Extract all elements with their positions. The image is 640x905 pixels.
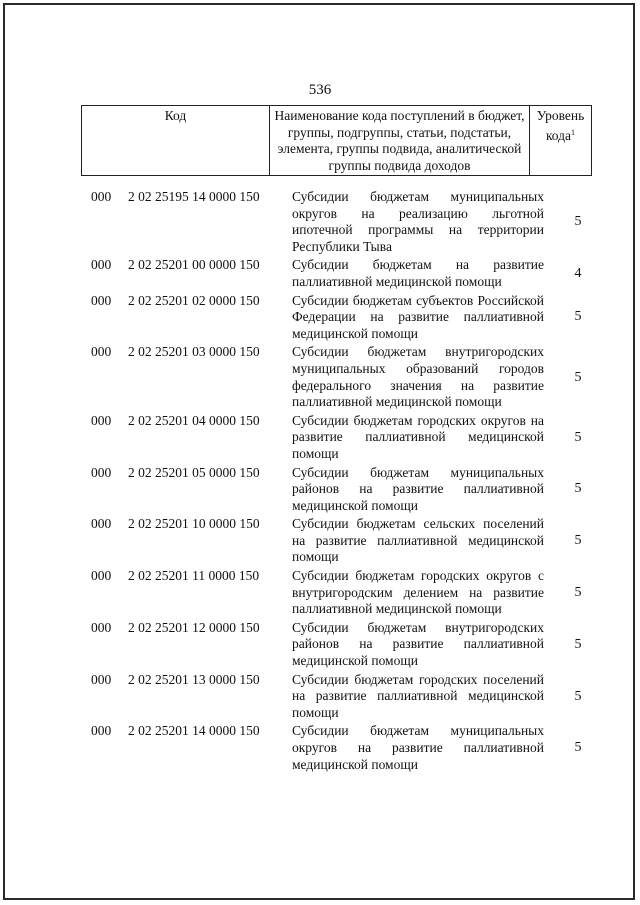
table-row	[0, 672, 640, 722]
revenue-name: Субсидии бюджетам внутригородских районов на развитие паллиативной медицинской помощи	[292, 619, 544, 669]
header-name: Наименование кода поступлений в бюджет, группы, подгруппы, статьи, подстатьи, элемента, группы подвида, аналитической группы подвида доходов	[270, 106, 530, 176]
table-header	[81, 105, 592, 176]
admin-code: 000	[91, 671, 112, 687]
code-level: 5	[574, 636, 582, 652]
revenue-name: Субсидии бюджетам внутригородских муниципальных образований городов федерального значения на развитие паллиативной медицинской помощи	[292, 344, 544, 410]
admin-code: 000	[91, 619, 112, 635]
code-level: 5	[574, 740, 582, 756]
code-level: 5	[574, 429, 582, 445]
admin-code: 000	[91, 189, 112, 204]
revenue-code: 2 02 25201 12 0000 150	[128, 619, 260, 635]
revenue-name: Субсидии бюджетам городских поселений на развитие паллиативной медицинской помощи	[292, 671, 544, 720]
code-level: 5	[574, 481, 582, 497]
revenue-name: Субсидии бюджетам муниципальных округов на реализацию льготной ипотечной программы на территории Республики Тыва	[292, 189, 544, 254]
admin-code: 000	[91, 412, 112, 428]
admin-code: 000	[91, 464, 112, 480]
revenue-code: 2 02 25201 14 0000 150	[128, 723, 260, 739]
table-row	[0, 344, 640, 410]
admin-code: 000	[91, 568, 112, 584]
code-level: 5	[574, 309, 582, 325]
table-row	[0, 257, 640, 290]
revenue-name: Субсидии бюджетам сельских поселений на развитие паллиативной медицинской помощи	[292, 516, 544, 565]
revenue-name: Субсидии бюджетам городских округов с внутригородским делением на развитие паллиативной медицинской помощи	[292, 568, 544, 617]
admin-code: 000	[91, 292, 112, 308]
header-code: Код	[82, 106, 270, 176]
header-level-label: Уровень кода	[536, 108, 585, 143]
code-level: 5	[574, 533, 582, 549]
revenue-name: Субсидии бюджетам городских округов на развитие паллиативной медицинской помощи	[292, 412, 544, 461]
admin-code: 000	[91, 516, 112, 532]
revenue-code: 2 02 25201 02 0000 150	[128, 292, 260, 308]
revenue-code: 2 02 25201 05 0000 150	[128, 464, 260, 480]
revenue-code: 2 02 25201 03 0000 150	[128, 344, 260, 360]
table-row	[0, 516, 640, 566]
admin-code: 000	[91, 257, 112, 273]
revenue-name: Субсидии бюджетам на развитие паллиативной медицинской помощи	[292, 257, 544, 289]
revenue-name: Субсидии бюджетам муниципальных районов на развитие паллиативной медицинской помощи	[292, 464, 544, 513]
header-level-footnote: 1	[571, 127, 576, 137]
revenue-name: Субсидии бюджетам муниципальных округов на развитие паллиативной медицинской помощи	[292, 723, 544, 772]
table-row	[0, 189, 640, 255]
code-level: 5	[574, 688, 582, 704]
revenue-code: 2 02 25201 13 0000 150	[128, 671, 260, 687]
code-level: 5	[574, 369, 582, 385]
table-row	[0, 723, 640, 773]
revenue-name: Субсидии бюджетам субъектов Российской Федерации на развитие паллиативной медицинской помощи	[292, 292, 544, 341]
table-body	[0, 189, 640, 775]
revenue-code: 2 02 25201 11 0000 150	[128, 568, 260, 584]
header-level	[530, 106, 592, 176]
admin-code: 000	[91, 723, 112, 739]
table-row	[0, 413, 640, 463]
table-row	[0, 620, 640, 670]
table-row	[0, 293, 640, 343]
admin-code: 000	[91, 344, 112, 360]
table-row	[0, 568, 640, 618]
revenue-code: 2 02 25201 10 0000 150	[128, 516, 260, 532]
revenue-code: 2 02 25201 04 0000 150	[128, 412, 260, 428]
revenue-code: 2 02 25195 14 0000 150	[128, 189, 260, 204]
code-level: 4	[574, 265, 582, 281]
revenue-code: 2 02 25201 00 0000 150	[128, 257, 260, 273]
table-row	[0, 465, 640, 515]
code-level: 5	[574, 584, 582, 600]
code-level: 5	[574, 214, 582, 230]
page-number: 536	[308, 82, 332, 98]
